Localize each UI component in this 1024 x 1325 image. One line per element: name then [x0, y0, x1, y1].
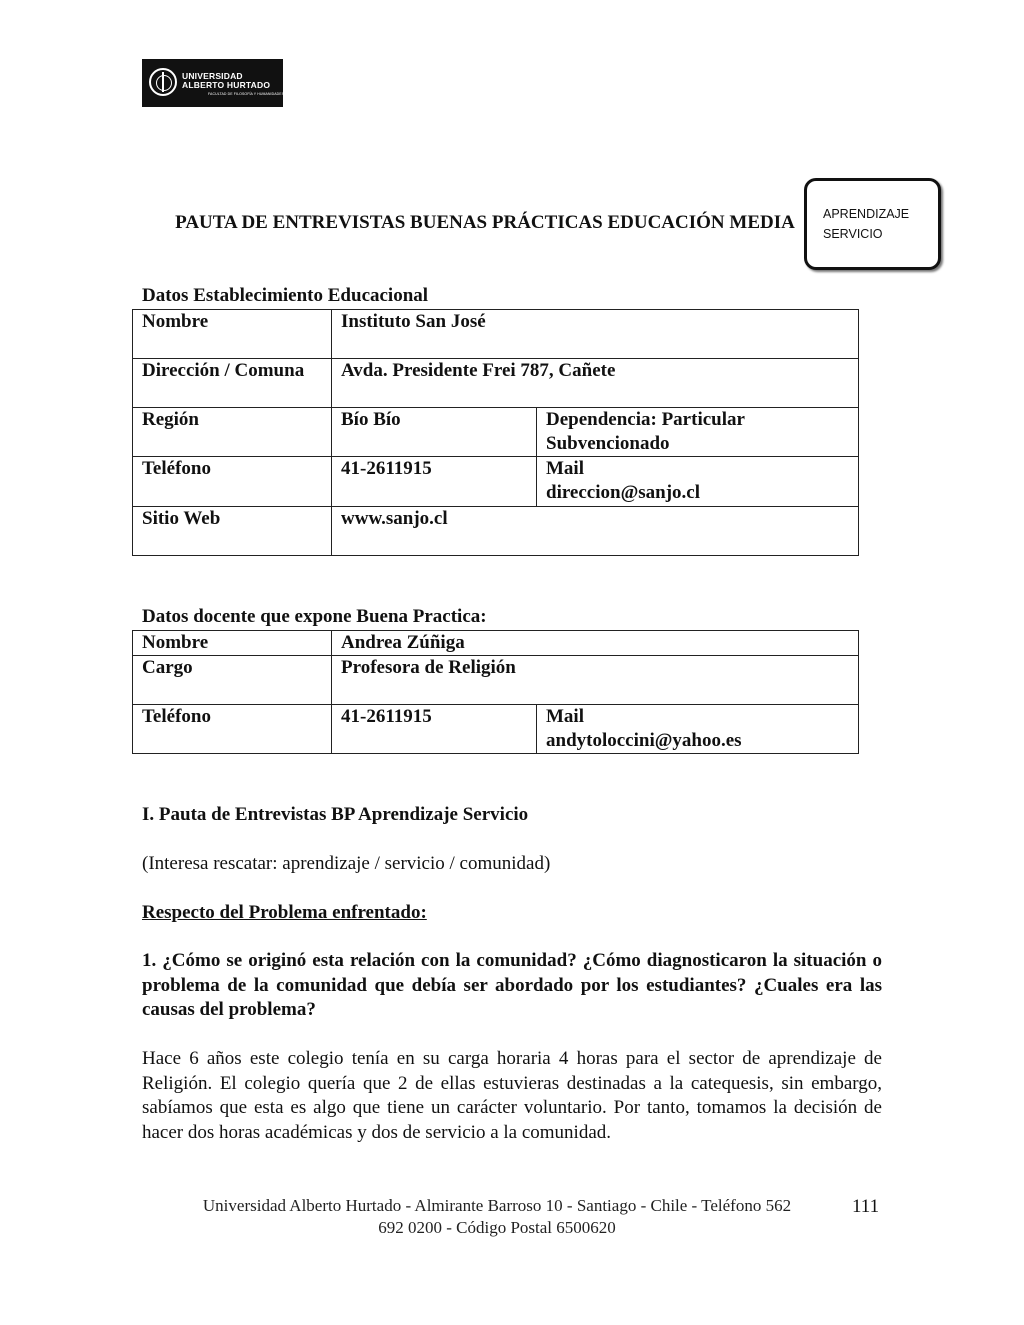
university-seal-icon [149, 68, 177, 96]
telefono-label: Teléfono [133, 457, 332, 507]
problem-heading: Respecto del Problema enfrentado: [142, 902, 427, 923]
table-row [133, 408, 859, 457]
footer-line-1: Universidad Alberto Hurtado - Almirante Barroso 10 - Santiago - Chile - Teléfono 562 [202, 1196, 792, 1215]
establishment-table [132, 309, 859, 556]
teacher-heading: Datos docente que expone Buena Practica: [142, 606, 487, 627]
establishment-heading: Datos Establecimiento Educacional [142, 285, 429, 306]
direccion-label: Dirección / Comuna [133, 359, 332, 408]
table-row [133, 507, 859, 556]
docente-nombre-label: Nombre [133, 631, 332, 656]
category-tag [804, 178, 941, 270]
question-1: 1. ¿Cómo se originó esta relación con la comunidad? ¿Cómo diagnosticaron la situación o problema de la comunidad que debía ser abordado por los estudiantes? ¿Cuales era las causas del problema? [142, 950, 882, 1021]
document-title: PAUTA DE ENTREVISTAS BUENAS PRÁCTICAS EDUCACIÓN MEDIA [175, 212, 795, 233]
web-label: Sitio Web [133, 507, 332, 556]
teacher-table [132, 630, 859, 754]
tag-line-1: APRENDIZAJE [823, 207, 910, 221]
page-footer [142, 1195, 852, 1239]
mail-cell [537, 457, 859, 507]
mail-label: Mail [546, 458, 584, 479]
docente-mail-label: Mail [546, 706, 584, 727]
section-title: I. Pauta de Entrevistas BP Aprendizaje Servicio [142, 804, 529, 825]
university-logo [142, 59, 283, 107]
docente-mail-value[interactable]: andytoloccini@yahoo.es [546, 730, 742, 751]
nombre-label: Nombre [133, 310, 332, 359]
table-row [133, 705, 859, 754]
table-row [133, 656, 859, 705]
logo-line-2: ALBERTO HURTADO [182, 80, 271, 90]
table-row [133, 359, 859, 408]
answer-1: Hace 6 años este colegio tenía en su carga horaria 4 horas para el sector de aprendizaje de Religión. El colegio quería que 2 de ellas estuvieras destinadas a la catequesis, sin embargo, sabíamos que esta es algo que tiene un carácter voluntario. Por tanto, tomamos la decisión de hacer dos horas académicas y dos de servicio a la comunidad. [142, 1048, 882, 1143]
docente-nombre-value: Andrea Zúñiga [332, 631, 859, 656]
region-value: Bío Bío [332, 408, 537, 457]
docente-telefono-label: Teléfono [133, 705, 332, 754]
table-row [133, 310, 859, 359]
region-label: Región [133, 408, 332, 457]
telefono-value: 41-2611915 [332, 457, 537, 507]
footer-line-2: 692 0200 - Código Postal 6500620 [378, 1218, 616, 1237]
logo-line-1: UNIVERSIDAD [182, 71, 243, 81]
direccion-value: Avda. Presidente Frei 787, Cañete [332, 359, 859, 408]
web-value[interactable]: www.sanjo.cl [332, 507, 859, 556]
docente-telefono-value: 41-2611915 [332, 705, 537, 754]
interest-note: (Interesa rescatar: aprendizaje / servicio / comunidad) [142, 853, 551, 874]
page-number: 111 [852, 1196, 880, 1217]
cargo-label: Cargo [133, 656, 332, 705]
mail-value[interactable]: direccion@sanjo.cl [546, 482, 701, 503]
nombre-value: Instituto San José [332, 310, 859, 359]
tag-line-2: SERVICIO [823, 227, 883, 241]
table-row [133, 457, 859, 507]
logo-line-3: FACULTAD DE FILOSOFÍA Y HUMANIDADES [208, 92, 285, 96]
table-row [133, 631, 859, 656]
dependencia-value: Dependencia: Particular Subvencionado [537, 408, 859, 457]
docente-mail-cell [537, 705, 859, 754]
cargo-value: Profesora de Religión [332, 656, 859, 705]
